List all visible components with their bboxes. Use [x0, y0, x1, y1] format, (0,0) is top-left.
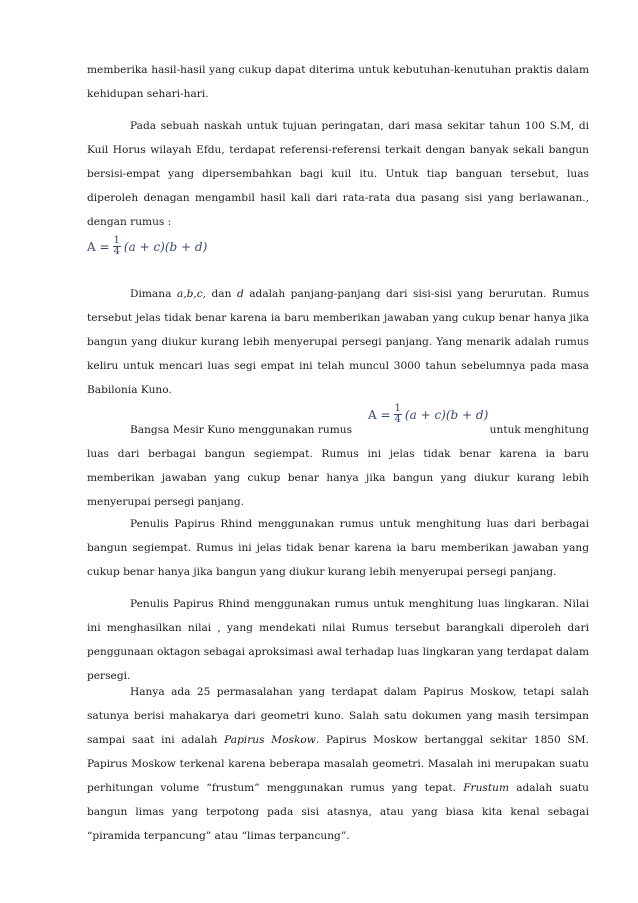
paragraph-2: Pada sebuah naskah untuk tujuan peringatan, dari masa sekitar tahun 100 S.M, di Kuil Horus wilayah Efdu, terdapat referensi-referensi terkait dengan banyak sekali bangun bersisi-empat yang dipersembahkan bagi kuil itu. Untuk tiap banguan tersebut, luas diperoleh denagan mengambil hasil kali dari rata-rata dua pasang sisi yang berlawanan., dengan rumus :: [87, 120, 589, 228]
paragraph-6: Penulis Papirus Rhind menggunakan rumus untuk menghitung luas lingkaran. Nilai ini menghasilkan nilai , yang mendekati nilai Rumus tersebut barangkali diperoleh dari penggunaan oktagon sebagai aproksimasi awal terhadap luas lingkaran yang terdapat dalam persegi.: [87, 598, 589, 682]
formula-rhs: (a + c)(b + d): [123, 239, 208, 254]
p3-mid: dan: [206, 288, 237, 300]
formula-denominator: 4: [394, 414, 401, 425]
p7-d: Frustum: [463, 782, 509, 794]
formula-numerator: 1: [394, 403, 401, 414]
paragraph-5: Penulis Papirus Rhind menggunakan rumus untuk menghitung luas dari berbagai bangun segiempat. Rumus ini jelas tidak benar karena ia baru memberikan jawaban yang cukup benar hanya jika bangun yang diukur kurang lebih menyerupai persegi panjang.: [87, 518, 589, 578]
formula-fraction: [394, 404, 402, 425]
formula-1: [87, 236, 207, 257]
paragraph-4-line-1: [87, 418, 589, 442]
p7-e: adalah suatu bangun limas yang terpotong pada sisi atasnya, atau yang biasa kita kenal sebagai “piramida terpancung” atau “limas terpancung”.: [87, 782, 589, 842]
p4-after: untuk menghitung: [489, 424, 589, 436]
p4-start: Bangsa Mesir Kuno menggunakan rumus: [130, 424, 353, 436]
formula-2: [368, 404, 488, 425]
paragraph-3: [87, 282, 589, 402]
p7-c: . Papirus Moskow bertanggal sekitar 1850 SM. Papirus Moskow terkenal karena beberapa masalah geometri. Masalah ini merupakan suatu perhitungan volume “frustum” menggunakan rumus yang tepat.: [87, 734, 589, 794]
formula-fraction: [113, 236, 121, 257]
formula-lhs: A =: [87, 239, 110, 254]
p3-var1: a,b,c,: [176, 288, 207, 300]
p7-b: Papirus Moskow: [224, 734, 316, 746]
formula-rhs: (a + c)(b + d): [404, 407, 489, 422]
formula-lhs: A =: [368, 407, 391, 422]
p3-var2: d: [236, 288, 244, 300]
paragraph-7: [87, 680, 589, 848]
formula-numerator: 1: [113, 235, 120, 246]
paragraph-1: memberika hasil-hasil yang cukup dapat diterima untuk kebutuhan-kenutuhan praktis dalam kehidupan sehari-hari.: [87, 64, 589, 100]
paragraph-4: luas dari berbagai bangun segiempat. Rumus ini jelas tidak benar karena ia baru memberikan jawaban yang cukup benar hanya jika bangun yang diukur kurang lebih menyerupai persegi panjang.: [87, 448, 589, 508]
p3-rest: adalah panjang-panjang dari sisi-sisi yang berurutan. Rumus tersebut jelas tidak benar karena ia baru memberikan jawaban yang cukup benar hanya jika bangun yang diukur kurang lebih menyerupai persegi panjang. Yang menarik adalah rumus keliru untuk mencari luas segi empat ini telah muncul 3000 tahun sebelumnya pada masa Babilonia Kuno.: [87, 288, 590, 396]
p3-start: Dimana: [130, 288, 177, 300]
p7-a: Hanya ada 25 permasalahan yang terdapat dalam Papirus Moskow, tetapi salah satunya berisi mahakarya dari geometri kuno. Salah satu dokumen yang masih tersimpan sampai saat ini adalah: [87, 686, 589, 746]
formula-denominator: 4: [113, 246, 120, 257]
